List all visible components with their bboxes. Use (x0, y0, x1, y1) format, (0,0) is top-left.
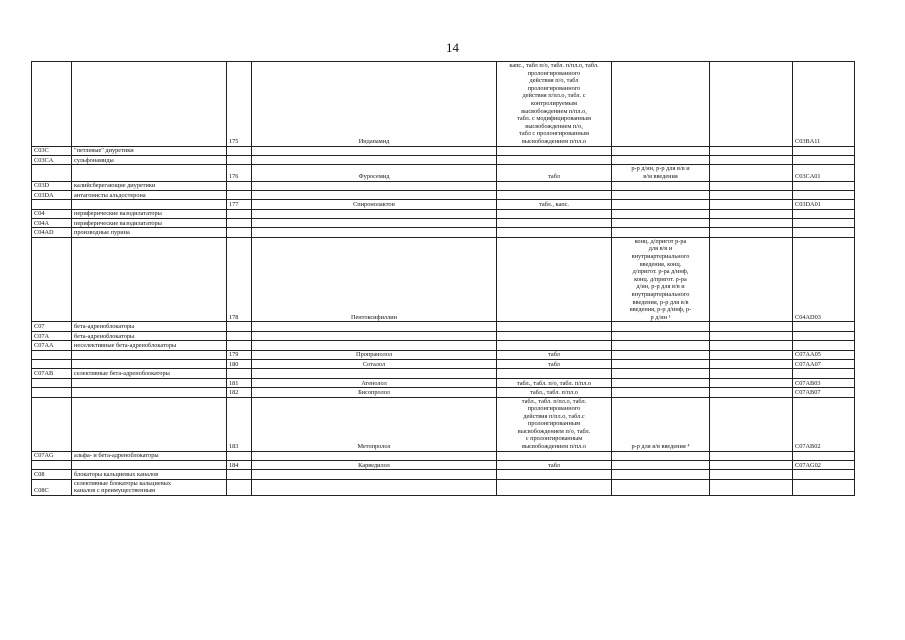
table-row (32, 155, 855, 164)
item-number-cell (227, 451, 252, 460)
oral-form-cell: табл (497, 165, 612, 181)
atc-code-cell: C07AA (32, 341, 72, 350)
extra-form-cell (710, 62, 793, 147)
extra-form-cell (710, 331, 793, 340)
atc-code-cell: C07 (32, 322, 72, 331)
drug-name-cell (252, 228, 497, 237)
injection-form-cell (612, 378, 710, 387)
drug-name-cell (252, 470, 497, 479)
group-name-cell: неселективные бета-адреноблокаторы (72, 341, 227, 350)
atc-code-cell: C03CA (32, 155, 72, 164)
table-row (32, 479, 855, 495)
injection-form-cell (612, 388, 710, 397)
oral-form-cell (497, 479, 612, 495)
injection-form-cell (612, 461, 710, 470)
atc-drug-code-cell (793, 181, 855, 190)
atc-drug-code-cell (793, 341, 855, 350)
atc-code-cell: C08C (32, 479, 72, 495)
medication-table (31, 61, 855, 496)
item-number-cell: 179 (227, 350, 252, 359)
atc-drug-code-cell: C03BA11 (793, 62, 855, 147)
atc-drug-code-cell: C03DA01 (793, 200, 855, 209)
drug-name-cell (252, 219, 497, 228)
group-name-cell: производные пурина (72, 228, 227, 237)
injection-form-cell (612, 322, 710, 331)
group-name-cell: "петлевые" диуретики (72, 146, 227, 155)
table-row (32, 200, 855, 209)
item-number-cell: 182 (227, 388, 252, 397)
group-name-cell: блокаторы кальциевых каналов (72, 470, 227, 479)
oral-form-cell (497, 237, 612, 322)
item-number-cell (227, 190, 252, 199)
drug-name-cell: Карведилол (252, 461, 497, 470)
atc-drug-code-cell: C03CA01 (793, 165, 855, 181)
table-row (32, 165, 855, 181)
table-row (32, 461, 855, 470)
group-name-cell: сульфонамиды (72, 155, 227, 164)
atc-code-cell (32, 461, 72, 470)
oral-form-cell (497, 322, 612, 331)
extra-form-cell (710, 200, 793, 209)
table-row (32, 359, 855, 368)
table-row (32, 62, 855, 147)
drug-name-cell (252, 190, 497, 199)
group-name-cell: периферические вазодилататоры (72, 219, 227, 228)
extra-form-cell (710, 388, 793, 397)
group-name-cell: периферические вазодилататоры (72, 209, 227, 218)
group-name-cell (72, 359, 227, 368)
item-number-cell: 183 (227, 397, 252, 451)
atc-drug-code-cell: C07AA07 (793, 359, 855, 368)
injection-form-cell (612, 190, 710, 199)
atc-code-cell (32, 397, 72, 451)
group-name-cell (72, 237, 227, 322)
atc-drug-code-cell: C07AB02 (793, 397, 855, 451)
extra-form-cell (710, 165, 793, 181)
item-number-cell (227, 146, 252, 155)
item-number-cell (227, 228, 252, 237)
table-row (32, 190, 855, 199)
table-row (32, 470, 855, 479)
extra-form-cell (710, 237, 793, 322)
oral-form-cell (497, 341, 612, 350)
oral-form-cell (497, 146, 612, 155)
injection-form-cell: р-р для в/в введения ⁴ (612, 397, 710, 451)
oral-form-cell (497, 219, 612, 228)
drug-name-cell (252, 331, 497, 340)
injection-form-cell (612, 219, 710, 228)
extra-form-cell (710, 359, 793, 368)
item-number-cell (227, 181, 252, 190)
item-number-cell: 181 (227, 378, 252, 387)
atc-code-cell: C03DA (32, 190, 72, 199)
drug-name-cell (252, 209, 497, 218)
group-name-cell (72, 62, 227, 147)
oral-form-cell (497, 470, 612, 479)
atc-drug-code-cell (793, 470, 855, 479)
drug-name-cell: Индапамид (252, 62, 497, 147)
injection-form-cell (612, 369, 710, 378)
atc-code-cell (32, 378, 72, 387)
oral-form-cell: табл (497, 359, 612, 368)
atc-drug-code-cell (793, 190, 855, 199)
table-row (32, 451, 855, 460)
atc-code-cell (32, 359, 72, 368)
atc-code-cell: C03C (32, 146, 72, 155)
drug-name-cell (252, 155, 497, 164)
group-name-cell (72, 461, 227, 470)
drug-name-cell: Пентоксифиллин (252, 237, 497, 322)
item-number-cell: 178 (227, 237, 252, 322)
drug-name-cell (252, 341, 497, 350)
extra-form-cell (710, 155, 793, 164)
table-row (32, 181, 855, 190)
extra-form-cell (710, 219, 793, 228)
injection-form-cell (612, 451, 710, 460)
extra-form-cell (710, 209, 793, 218)
atc-code-cell (32, 350, 72, 359)
injection-form-cell (612, 228, 710, 237)
injection-form-cell (612, 470, 710, 479)
atc-code-cell (32, 237, 72, 322)
oral-form-cell (497, 209, 612, 218)
atc-code-cell (32, 388, 72, 397)
drug-name-cell (252, 479, 497, 495)
extra-form-cell (710, 397, 793, 451)
table-row (32, 331, 855, 340)
group-name-cell (72, 397, 227, 451)
page-number: 14 (446, 40, 459, 55)
drug-name-cell: Пропранолол (252, 350, 497, 359)
drug-name-cell: Метопролол (252, 397, 497, 451)
extra-form-cell (710, 378, 793, 387)
extra-form-cell (710, 451, 793, 460)
table-row (32, 397, 855, 451)
oral-form-cell: табл (497, 461, 612, 470)
drug-name-cell (252, 181, 497, 190)
item-number-cell (227, 341, 252, 350)
extra-form-cell (710, 228, 793, 237)
injection-form-cell (612, 181, 710, 190)
extra-form-cell (710, 470, 793, 479)
injection-form-cell (612, 359, 710, 368)
atc-code-cell: C08 (32, 470, 72, 479)
item-number-cell (227, 322, 252, 331)
extra-form-cell (710, 341, 793, 350)
injection-form-cell: р-р д/ин, р-р для в/в и в/м введения (612, 165, 710, 181)
atc-code-cell: C07A (32, 331, 72, 340)
drug-name-cell: Атенолол (252, 378, 497, 387)
injection-form-cell (612, 62, 710, 147)
atc-drug-code-cell (793, 451, 855, 460)
drug-name-cell (252, 146, 497, 155)
oral-form-cell: табл., табл. п/пл.о, табл. пролонгированного действия п/пл.о, табл.с пролонгированным высвобождением п/о, табл. с пролонгированным высвобождением п/пл.о (497, 397, 612, 451)
oral-form-cell (497, 181, 612, 190)
drug-name-cell: Бисопролол (252, 388, 497, 397)
atc-code-cell (32, 62, 72, 147)
item-number-cell: 184 (227, 461, 252, 470)
injection-form-cell (612, 341, 710, 350)
atc-code-cell: C04 (32, 209, 72, 218)
group-name-cell: селективные бета-адреноблокаторы (72, 369, 227, 378)
injection-form-cell (612, 209, 710, 218)
table-row (32, 219, 855, 228)
atc-drug-code-cell (793, 146, 855, 155)
injection-form-cell (612, 200, 710, 209)
group-name-cell (72, 350, 227, 359)
item-number-cell (227, 155, 252, 164)
atc-code-cell (32, 200, 72, 209)
extra-form-cell (710, 479, 793, 495)
group-name-cell (72, 388, 227, 397)
oral-form-cell (497, 331, 612, 340)
atc-code-cell (32, 165, 72, 181)
oral-form-cell (497, 451, 612, 460)
item-number-cell (227, 479, 252, 495)
group-name-cell (72, 378, 227, 387)
extra-form-cell (710, 350, 793, 359)
extra-form-cell (710, 181, 793, 190)
oral-form-cell: табл (497, 350, 612, 359)
injection-form-cell: конц. д/пригот р-ра для в/в и внутриартериального введения, конц. д/пригот. р-ра д/инф, конц. д/пригот. р-ра д/ин, р-р для в/в и внутриартериального введения, р-р для в/в введения, р-р д/инф, р- р д/ин ¹ (612, 237, 710, 322)
atc-drug-code-cell (793, 228, 855, 237)
group-name-cell: бета-адреноблокаторы (72, 322, 227, 331)
drug-name-cell: Спиронолактон (252, 200, 497, 209)
group-name-cell (72, 200, 227, 209)
table-row (32, 146, 855, 155)
extra-form-cell (710, 322, 793, 331)
table-row (32, 228, 855, 237)
atc-drug-code-cell: C04AD03 (793, 237, 855, 322)
item-number-cell (227, 470, 252, 479)
oral-form-cell: табл., табл. п/о, табл. п/пл.о (497, 378, 612, 387)
atc-drug-code-cell (793, 209, 855, 218)
atc-code-cell: C04AD (32, 228, 72, 237)
oral-form-cell (497, 369, 612, 378)
oral-form-cell (497, 228, 612, 237)
injection-form-cell (612, 155, 710, 164)
atc-code-cell: C07AG (32, 451, 72, 460)
table-row (32, 388, 855, 397)
table-row (32, 378, 855, 387)
atc-drug-code-cell: C07AB07 (793, 388, 855, 397)
atc-drug-code-cell (793, 155, 855, 164)
drug-name-cell (252, 369, 497, 378)
atc-drug-code-cell (793, 479, 855, 495)
item-number-cell (227, 209, 252, 218)
extra-form-cell (710, 369, 793, 378)
item-number-cell: 177 (227, 200, 252, 209)
group-name-cell (72, 165, 227, 181)
oral-form-cell: табл., табл. п/пл.о (497, 388, 612, 397)
atc-drug-code-cell: C07AG02 (793, 461, 855, 470)
item-number-cell (227, 331, 252, 340)
group-name-cell: калийсберегающие диуретики (72, 181, 227, 190)
item-number-cell (227, 219, 252, 228)
table-row (32, 350, 855, 359)
atc-drug-code-cell: C07AB03 (793, 378, 855, 387)
table-row (32, 209, 855, 218)
atc-drug-code-cell (793, 219, 855, 228)
atc-code-cell: C07AB (32, 369, 72, 378)
table-row (32, 341, 855, 350)
injection-form-cell (612, 331, 710, 340)
drug-name-cell (252, 322, 497, 331)
atc-drug-code-cell: C07AA05 (793, 350, 855, 359)
extra-form-cell (710, 190, 793, 199)
atc-drug-code-cell (793, 369, 855, 378)
drug-name-cell: Соталол (252, 359, 497, 368)
atc-code-cell: C04A (32, 219, 72, 228)
drug-name-cell: Фуросемид (252, 165, 497, 181)
atc-drug-code-cell (793, 331, 855, 340)
table-row (32, 237, 855, 322)
oral-form-cell: капс., табл п/о, табл. п/пл.о, табл. пролонгированного действия п/о, табл пролонгированного действия п/пл.о, табл. с контролируемым высвобождением п/пл.о, табл. с модифицированным высвобождением п/о, табл с пролонгированным высвобождением п/пл.о (497, 62, 612, 147)
item-number-cell: 180 (227, 359, 252, 368)
item-number-cell (227, 369, 252, 378)
group-name-cell: альфа- и бета-адреноблокаторы (72, 451, 227, 460)
extra-form-cell (710, 146, 793, 155)
atc-drug-code-cell (793, 322, 855, 331)
extra-form-cell (710, 461, 793, 470)
item-number-cell: 175 (227, 62, 252, 147)
table-row (32, 369, 855, 378)
injection-form-cell (612, 479, 710, 495)
group-name-cell: селективные блокаторы кальциевых каналов с преимущественным (72, 479, 227, 495)
drug-name-cell (252, 451, 497, 460)
injection-form-cell (612, 146, 710, 155)
item-number-cell: 176 (227, 165, 252, 181)
table-row (32, 322, 855, 331)
oral-form-cell (497, 155, 612, 164)
group-name-cell: бета-адреноблокаторы (72, 331, 227, 340)
oral-form-cell: табл., капс. (497, 200, 612, 209)
oral-form-cell (497, 190, 612, 199)
group-name-cell: антагонисты альдостерона (72, 190, 227, 199)
injection-form-cell (612, 350, 710, 359)
atc-code-cell: C03D (32, 181, 72, 190)
